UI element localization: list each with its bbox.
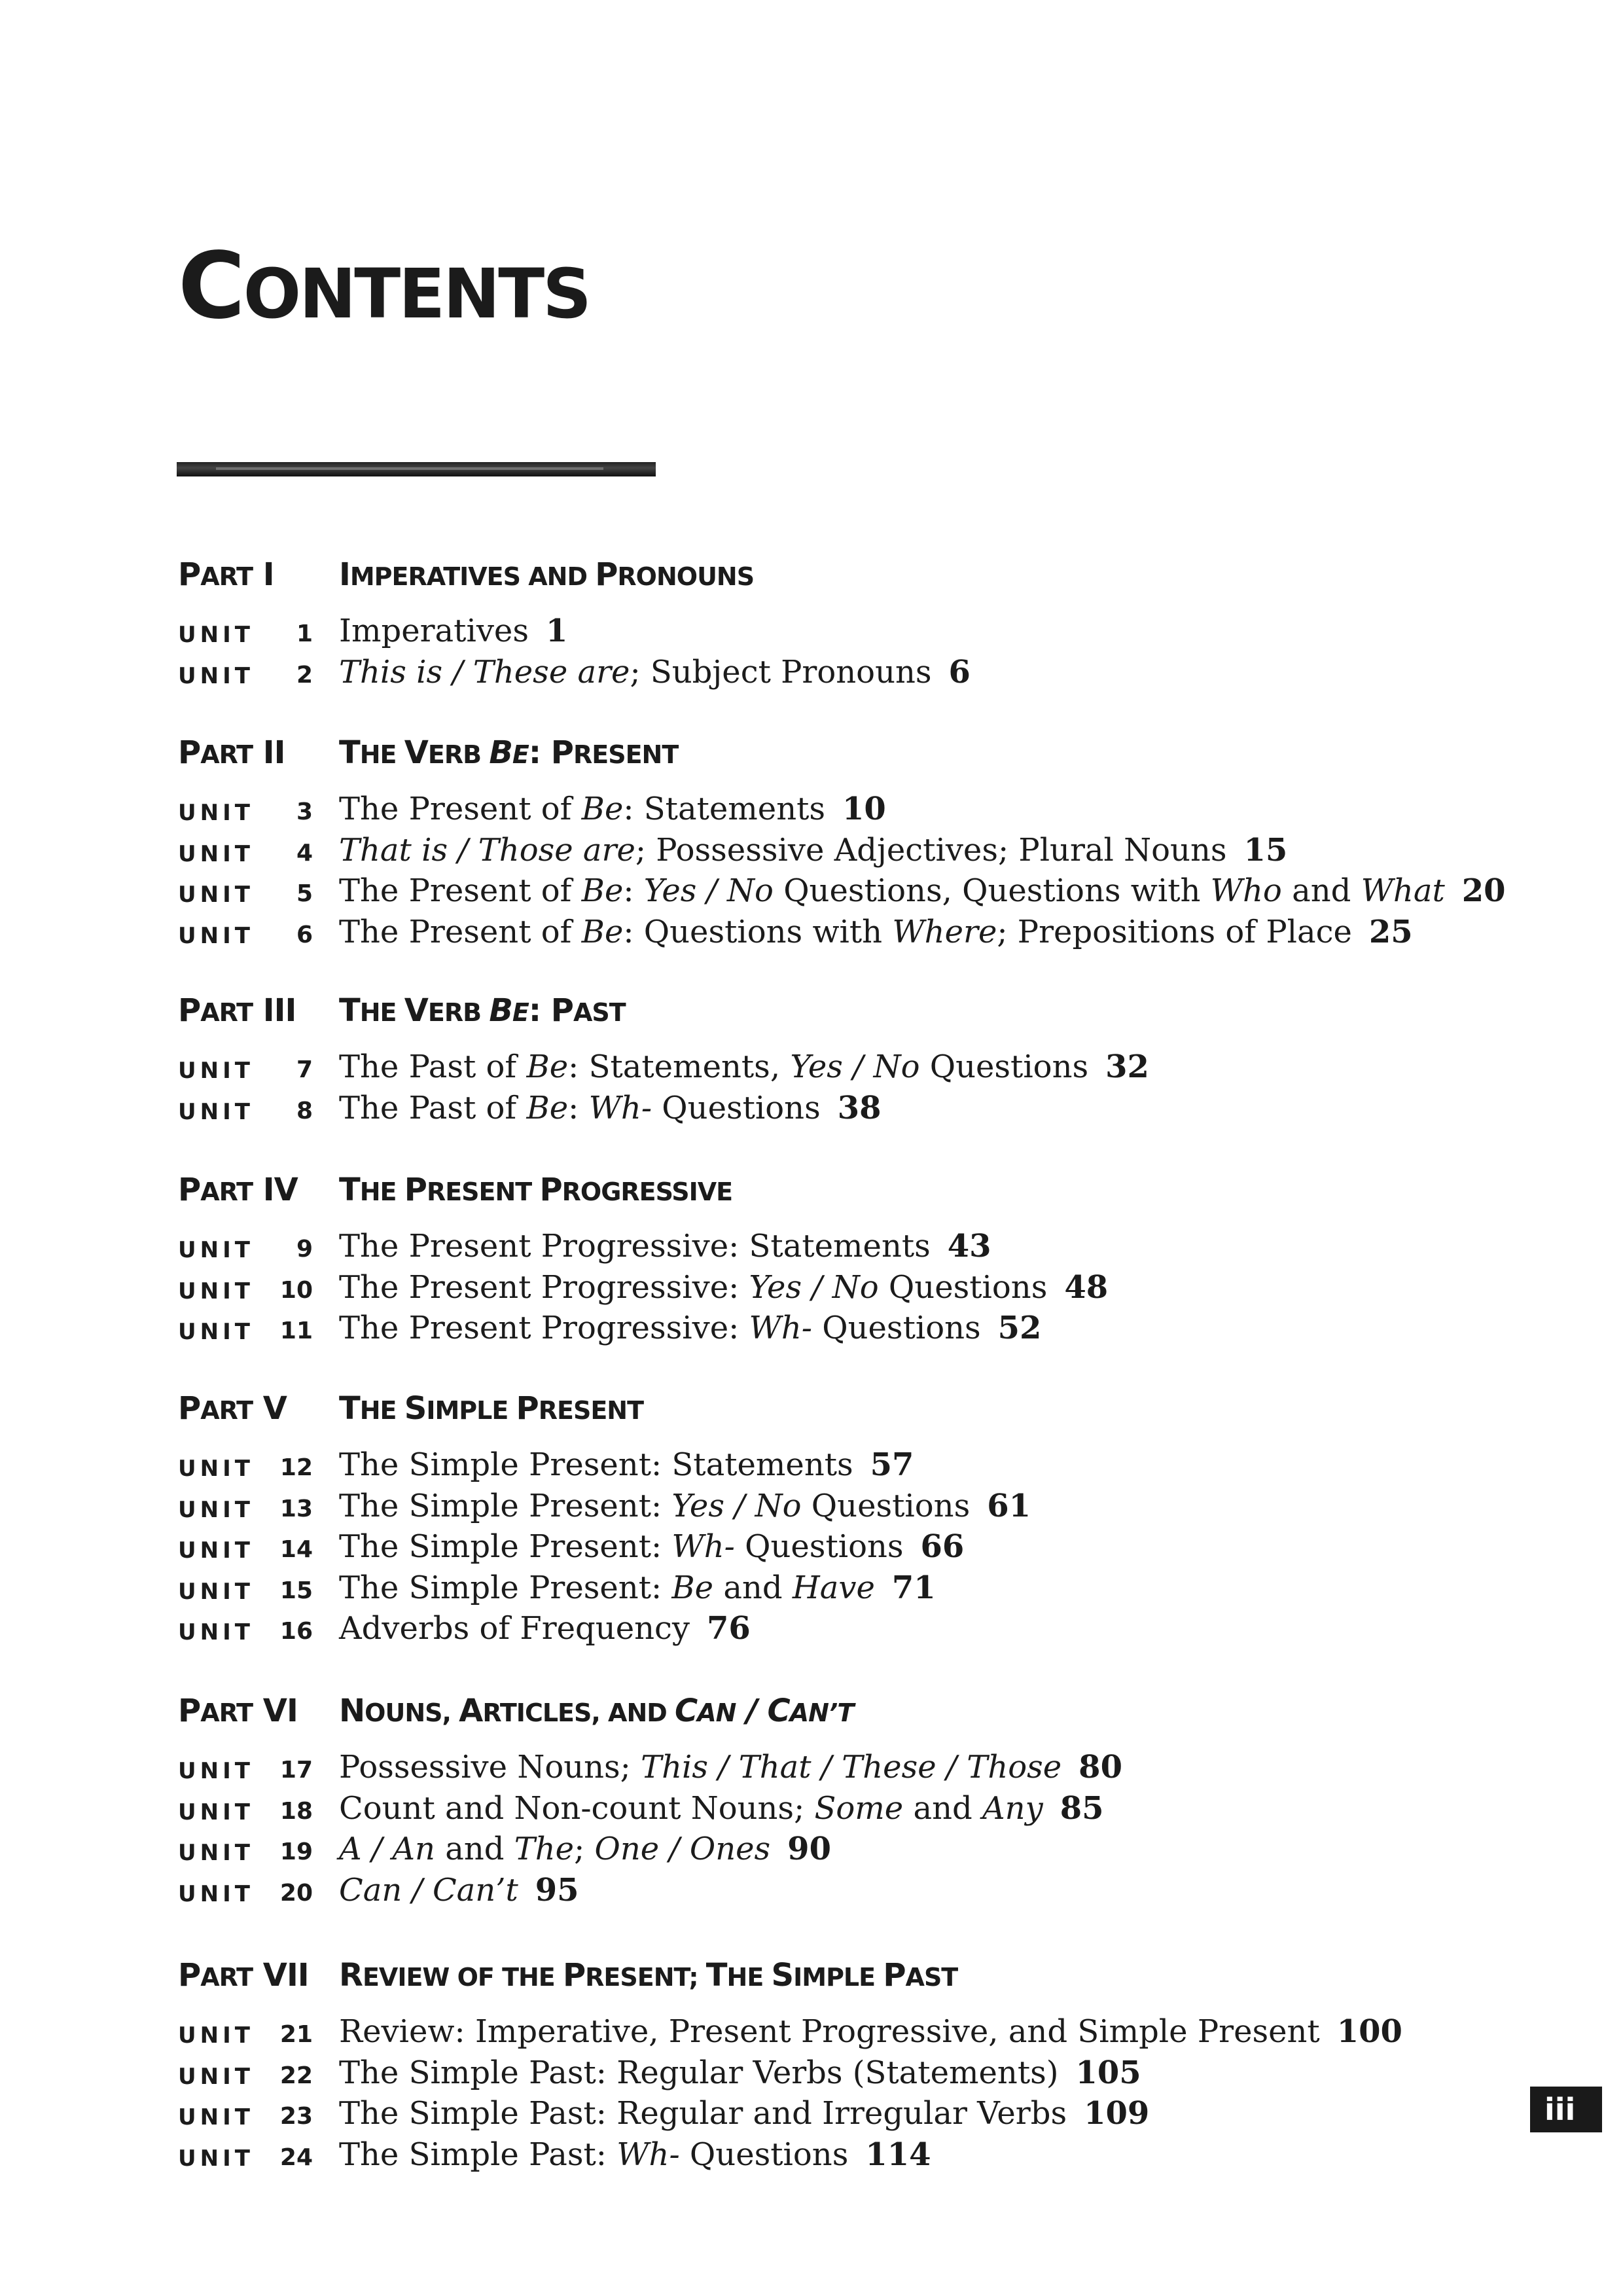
unit-label: UNIT [178, 1098, 254, 1125]
part-title-segment: AN [697, 1698, 736, 1727]
unit-title-text: : [623, 872, 644, 909]
unit-title-text: : Statements, [568, 1049, 791, 1085]
part-title [339, 1693, 853, 1729]
unit-title-italic: Where [892, 913, 997, 950]
part-title-segment: : P [528, 992, 573, 1029]
unit-title-italic: Wh- [588, 1089, 652, 1126]
unit-page-number: 80 [1079, 1749, 1122, 1785]
unit-title [339, 1228, 991, 1265]
unit-number: 2 [296, 661, 313, 689]
unit-label: UNIT [178, 1880, 254, 1907]
unit-title [339, 1872, 579, 1909]
unit-label: UNIT [178, 2145, 254, 2172]
unit-page-number: 25 [1368, 913, 1413, 950]
part-title-segment: C [675, 1693, 698, 1729]
unit-title-text: The Simple Past: Regular and Irregular Verbs [339, 2095, 1067, 2132]
unit-number: 19 [279, 1839, 313, 1865]
title-rule [177, 462, 656, 476]
part-title-segment: P [404, 1172, 427, 1208]
unit-title [339, 1310, 1041, 1346]
unit-number: 5 [296, 880, 313, 907]
unit-title [339, 1610, 751, 1647]
unit-page-number: 76 [707, 1610, 751, 1647]
part-title-segment: E [512, 998, 529, 1027]
part-title [339, 734, 678, 771]
unit-title-text: Questions [812, 1310, 981, 1346]
part-title-segment: V [404, 992, 428, 1029]
unit-title-text: and [713, 1569, 793, 1606]
unit-title [339, 1749, 1122, 1785]
part-numeral: III [253, 992, 296, 1029]
unit-title-text: The Simple Past: Regular Verbs (Statements) [339, 2054, 1059, 2091]
unit-title-text: Review: Imperative, Present Progressive, and Simple Present [339, 2013, 1320, 2050]
unit-label: UNIT [178, 1456, 254, 1482]
unit-label: UNIT [178, 1799, 254, 1825]
part-label-initial: P [178, 1172, 201, 1208]
unit-title-text: The Present Progressive: [339, 1310, 749, 1346]
unit-title-italic: What [1361, 872, 1445, 909]
part-label-rest: ART [200, 562, 253, 591]
unit-title-italic: Be [581, 872, 624, 909]
part-label-initial: P [178, 734, 201, 771]
unit-number: 17 [279, 1757, 313, 1784]
unit-title [339, 1269, 1108, 1306]
unit-title [339, 1528, 964, 1565]
page-title-initial: C [178, 233, 243, 340]
part-title-segment: RTICLES, AND [482, 1698, 675, 1727]
part-title-segment: P [562, 1957, 586, 1994]
part-title-segment: ERB [427, 998, 490, 1027]
part-title-segment: EVIEW OF THE [362, 1963, 563, 1992]
unit-title-text: Questions [878, 1268, 1048, 1306]
part-title-segment: HE [359, 998, 404, 1027]
part-label-initial: P [178, 1693, 201, 1729]
unit-title-text: Possessive Nouns; [339, 1749, 641, 1785]
unit-title-italic: Be [671, 1569, 714, 1606]
unit-label: UNIT [178, 2104, 254, 2130]
unit-title [339, 1446, 914, 1483]
unit-title-italic: That is / Those are [339, 831, 635, 869]
part-title [339, 556, 754, 593]
unit-title-text: : Statements [623, 791, 826, 827]
unit-title [339, 613, 567, 649]
part-label-rest: ART [200, 1698, 253, 1727]
unit-label: UNIT [178, 800, 254, 826]
unit-page-number: 71 [891, 1569, 936, 1606]
unit-title-text: The Simple Present: [339, 1487, 672, 1524]
part-label-rest: ART [200, 998, 253, 1027]
unit-title-text: Imperatives [339, 613, 529, 649]
unit-label: UNIT [178, 1537, 254, 1564]
unit-number: 21 [279, 2021, 313, 2048]
unit-title [339, 1831, 831, 1867]
part-title [339, 1957, 957, 1994]
unit-title-text: ; Subject Pronouns [630, 653, 932, 691]
page-title [178, 233, 590, 340]
unit-title-italic: Be [581, 913, 624, 950]
part-label-rest: ART [200, 740, 253, 769]
unit-title [339, 1049, 1149, 1085]
unit-title [339, 2136, 931, 2173]
unit-label: UNIT [178, 1278, 254, 1304]
part-title-segment: T [339, 992, 360, 1029]
unit-number: 7 [296, 1056, 313, 1083]
unit-label: UNIT [178, 1578, 254, 1605]
unit-title [339, 914, 1413, 950]
unit-page-number: 48 [1064, 1268, 1109, 1306]
unit-title-text: The Present of [339, 791, 582, 827]
unit-label: UNIT [178, 2022, 254, 2049]
unit-label: UNIT [178, 2063, 254, 2090]
unit-page-number: 57 [870, 1446, 914, 1483]
unit-page-number: 100 [1336, 2013, 1402, 2050]
unit-label: UNIT [178, 922, 254, 949]
unit-title [339, 654, 971, 691]
part-title-segment: A [459, 1693, 483, 1729]
part-title-segment: P [539, 1172, 562, 1208]
unit-title-text: The Present of [339, 872, 582, 909]
part-title-segment: V [404, 734, 428, 771]
unit-title-text: Questions [801, 1487, 971, 1524]
unit-title-italic: The [514, 1831, 575, 1867]
unit-title-italic: A / An [339, 1831, 435, 1867]
unit-page-number: 109 [1084, 2095, 1150, 2132]
unit-title-italic: Have [792, 1569, 875, 1606]
unit-number: 12 [279, 1454, 313, 1481]
part-title-segment: AN’T [789, 1698, 854, 1727]
unit-page-number: 95 [535, 1871, 579, 1909]
unit-number: 1 [296, 620, 313, 647]
unit-title-italic: Be [526, 1049, 569, 1085]
part-title-segment: E [512, 740, 529, 769]
unit-title-italic: Who [1210, 872, 1282, 909]
unit-title [339, 1790, 1103, 1827]
unit-number: 16 [279, 1618, 313, 1645]
unit-page-number: 43 [947, 1228, 991, 1265]
unit-title-italic: Wh- [616, 2136, 680, 2173]
unit-number: 6 [296, 921, 313, 948]
unit-title [339, 2013, 1402, 2050]
unit-title [339, 1090, 882, 1126]
unit-title-italic: Be [581, 791, 624, 827]
unit-title-italic: Yes / No [671, 1487, 802, 1524]
part-title-segment: B [489, 992, 512, 1029]
unit-title-text: The Simple Past: [339, 2136, 617, 2173]
unit-title-italic: This / That / These / Those [641, 1749, 1062, 1785]
part-title-segment: P [595, 556, 618, 593]
part-label [178, 734, 285, 771]
unit-title-text: Questions [734, 1528, 904, 1565]
part-numeral: VII [253, 1957, 309, 1994]
unit-label: UNIT [178, 1496, 254, 1523]
part-title-segment: RESENT [573, 740, 679, 769]
unit-title-text: The Past of [339, 1049, 527, 1085]
unit-number: 9 [296, 1236, 313, 1263]
unit-title-text: The Present Progressive: Statements [339, 1228, 931, 1265]
part-label-initial: P [178, 992, 201, 1029]
part-label-rest: ART [200, 1963, 253, 1992]
page-title-rest: ONTENTS [243, 254, 590, 334]
unit-title-text: Questions [679, 2136, 849, 2173]
part-title-segment: AST [905, 1963, 958, 1992]
unit-title-text: Questions [919, 1049, 1089, 1085]
unit-label: UNIT [178, 1758, 254, 1784]
part-numeral: IV [253, 1172, 298, 1208]
part-label [178, 992, 296, 1029]
part-title [339, 1172, 732, 1208]
part-title-segment: I [339, 556, 350, 593]
part-label-initial: P [178, 556, 201, 593]
part-title-segment: P [516, 1390, 539, 1427]
unit-page-number: 105 [1075, 2054, 1141, 2091]
unit-title [339, 1488, 1031, 1524]
unit-label: UNIT [178, 1319, 254, 1345]
part-label [178, 1390, 287, 1427]
part-title-segment: T [339, 734, 360, 771]
part-title-segment: ERB [427, 740, 490, 769]
unit-title-text: and [1281, 872, 1361, 909]
unit-title-italic: Wh- [671, 1528, 735, 1565]
unit-title-text: The Simple Present: [339, 1528, 672, 1565]
part-title-segment: HE [726, 1963, 772, 1992]
unit-title-text: The Present Progressive: [339, 1268, 749, 1306]
part-title-segment: T [339, 1172, 360, 1208]
unit-title-text: Questions [652, 1089, 821, 1126]
unit-title-italic: Yes / No [749, 1268, 879, 1306]
unit-page-number: 61 [987, 1487, 1031, 1524]
unit-title-text: ; Prepositions of Place [997, 913, 1352, 950]
part-label-initial: P [178, 1957, 201, 1994]
unit-title-text: The Simple Present: Statements [339, 1446, 853, 1483]
part-numeral: VI [253, 1693, 298, 1729]
unit-page-number: 15 [1243, 831, 1288, 869]
part-title-segment: HE [359, 1396, 404, 1425]
unit-title-text: Adverbs of Frequency [339, 1610, 690, 1647]
part-title-segment: / C [736, 1693, 790, 1729]
unit-number: 8 [296, 1097, 313, 1124]
unit-number: 20 [279, 1879, 313, 1907]
part-label [178, 1693, 298, 1729]
unit-page-number: 66 [920, 1528, 965, 1565]
unit-page-number: 32 [1105, 1049, 1149, 1085]
unit-label: UNIT [178, 1840, 254, 1866]
part-numeral: II [253, 734, 285, 771]
unit-title [339, 2095, 1149, 2132]
unit-label: UNIT [178, 840, 254, 867]
part-label-rest: ART [200, 1177, 253, 1206]
unit-title-text: and [435, 1831, 514, 1867]
unit-title-text: and [903, 1789, 982, 1827]
unit-title-text: : Questions with [623, 913, 893, 950]
unit-number: 4 [296, 839, 313, 867]
unit-page-number: 85 [1060, 1789, 1104, 1827]
unit-title [339, 1570, 936, 1606]
part-title-segment: IMPLE [426, 1396, 516, 1425]
part-title-segment: : P [528, 734, 573, 771]
part-title-segment: RESENT [426, 1177, 540, 1206]
unit-number: 24 [279, 2144, 313, 2171]
part-title-segment: HE [359, 740, 404, 769]
unit-number: 14 [279, 1536, 313, 1563]
unit-number: 23 [279, 2103, 313, 2130]
unit-number: 15 [279, 1577, 313, 1604]
unit-title-italic: One / Ones [594, 1831, 771, 1867]
part-title-segment: HE [359, 1177, 404, 1206]
unit-number: 3 [296, 798, 313, 825]
part-title-segment: AST [573, 998, 626, 1027]
part-label [178, 1957, 309, 1994]
part-title-segment: T [339, 1390, 360, 1427]
page-number-tab: iii [1530, 2087, 1602, 2132]
part-title-segment: RONOUNS [617, 562, 755, 591]
part-title-segment: OUNS, [365, 1698, 459, 1727]
unit-title [339, 2054, 1141, 2091]
part-numeral: I [253, 556, 274, 593]
unit-title-text: The Simple Present: [339, 1569, 672, 1606]
unit-page-number: 10 [842, 791, 886, 827]
part-title-segment: ROGRESSIVE [562, 1177, 733, 1206]
unit-title-italic: Can / Can’t [339, 1871, 518, 1909]
unit-title-italic: Yes / No [643, 872, 774, 909]
unit-label: UNIT [178, 1237, 254, 1263]
unit-title [339, 791, 886, 827]
unit-title [339, 872, 1506, 909]
part-numeral: V [253, 1390, 287, 1427]
unit-page-number: 1 [545, 613, 568, 649]
unit-title [339, 832, 1287, 869]
unit-title-italic: Be [526, 1089, 569, 1126]
part-title [339, 992, 626, 1029]
part-title-segment: IMPLE [793, 1963, 883, 1992]
unit-page-number: 38 [837, 1089, 882, 1126]
part-title-segment: R [339, 1957, 363, 1994]
unit-label: UNIT [178, 1619, 254, 1645]
unit-title-text: Count and Non-count Nouns; [339, 1789, 815, 1827]
unit-number: 18 [279, 1797, 313, 1825]
part-title-segment: S [404, 1390, 427, 1427]
part-label-rest: ART [200, 1396, 253, 1425]
part-title-segment: B [489, 734, 512, 771]
unit-label: UNIT [178, 662, 254, 689]
part-title-segment: MPERATIVES AND [349, 562, 596, 591]
unit-number: 10 [279, 1276, 313, 1304]
unit-title-text: The Past of [339, 1089, 527, 1126]
unit-number: 11 [279, 1318, 313, 1344]
part-title [339, 1390, 643, 1427]
unit-title-italic: Some [814, 1789, 904, 1827]
unit-title-italic: Yes / No [790, 1049, 920, 1085]
unit-page-number: 90 [787, 1831, 831, 1867]
unit-title-text: Questions, Questions with [773, 872, 1211, 909]
unit-label: UNIT [178, 1058, 254, 1084]
unit-title-italic: Wh- [749, 1310, 812, 1346]
unit-title-text: : [568, 1089, 589, 1126]
unit-page-number: 6 [948, 653, 971, 691]
unit-title-text: ; [574, 1831, 595, 1867]
part-title-segment: N [339, 1693, 365, 1729]
unit-title-italic: Any [982, 1789, 1043, 1827]
unit-title-italic: This is / These are [339, 653, 630, 691]
unit-title-text: ; Possessive Adjectives; Plural Nouns [635, 831, 1227, 869]
part-title-segment: RESENT; [585, 1963, 706, 1992]
unit-number: 13 [279, 1495, 313, 1522]
unit-title-text: The Present of [339, 913, 582, 950]
part-label [178, 556, 274, 593]
part-title-segment: S [771, 1957, 794, 1994]
part-title-segment: T [705, 1957, 727, 1994]
unit-page-number: 114 [865, 2136, 931, 2173]
part-title-segment: P [883, 1957, 906, 1994]
unit-label: UNIT [178, 622, 254, 648]
unit-page-number: 52 [997, 1310, 1042, 1346]
part-label-initial: P [178, 1390, 201, 1427]
part-title-segment: RESENT [538, 1396, 644, 1425]
unit-page-number: 20 [1461, 872, 1506, 909]
unit-number: 22 [279, 2062, 313, 2089]
part-label [178, 1172, 298, 1208]
unit-label: UNIT [178, 882, 254, 908]
